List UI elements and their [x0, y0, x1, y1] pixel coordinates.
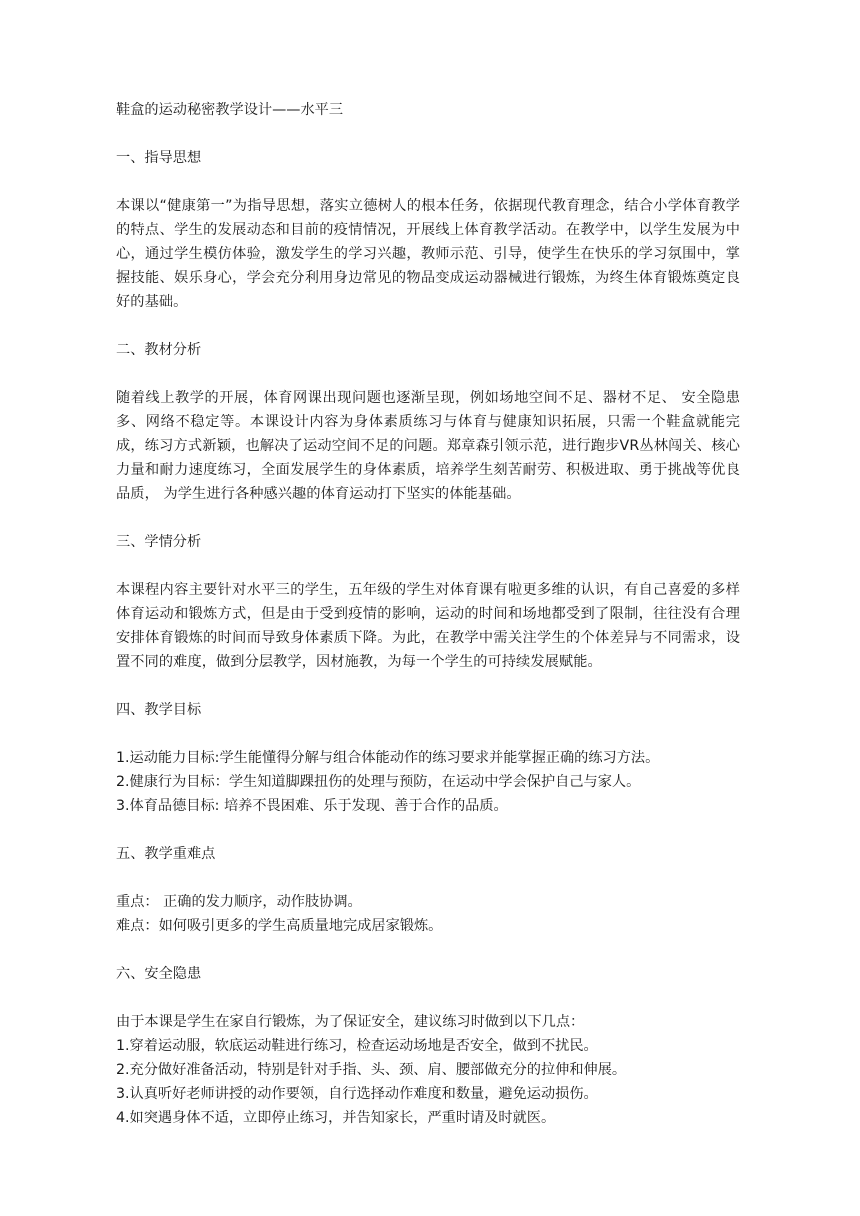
section-heading-safety: 六、安全隐患: [116, 966, 202, 982]
list-item: 2.健康行为目标：学生知道脚踝扭伤的处理与预防，在运动中学会保护自己与家人。: [116, 774, 641, 790]
list-item: 2.充分做好准备活动，特别是针对手指、头、颈、肩、腰部做充分的拉伸和伸展。: [116, 1062, 627, 1078]
document-title: 鞋盒的运动秘密教学设计——水平三: [116, 102, 344, 118]
section-heading-guiding-ideology: 一、指导思想: [116, 150, 202, 166]
section-heading-teaching-goals: 四、教学目标: [116, 702, 202, 718]
section-paragraph-student-analysis: 本课程内容主要针对水平三的学生，五年级的学生对体育课有啦更多维的认识，有自己喜爱的多样体育运动和锻炼方式，但是由于受到疫情的影响，运动的时间和场地都受到了限制，往往没有合理安排体育锻炼的时间而导致身体素质下降。为此，在教学中需关注学生的个体差异与不同需求，设置不同的难度，做到分层教学，因材施教，为每一个学生的可持续发展赋能。: [116, 582, 740, 670]
safety-list: [116, 1010, 740, 1130]
key-difficulties-list: [116, 890, 740, 938]
list-item: 3.认真听好老师讲授的动作要领，自行选择动作难度和数量，避免运动损伤。: [116, 1086, 598, 1102]
list-item: 3.体育品德目标: 培养不畏困难、乐于发现、善于合作的品质。: [116, 798, 508, 814]
section-paragraph-material-analysis: 随着线上教学的开展，体育网课出现问题也逐渐呈现，例如场地空间不足、器材不足、 安全隐患多、网络不稳定等。本课设计内容为身体素质练习与体育与健康知识拓展，只需一个鞋盒就能完成，练习方式新颖，也解决了运动空间不足的问题。郑章森引领示范，进行跑步VR丛林闯关、核心力量和耐力速度练习，全面发展学生的身体素质，培养学生刻苦耐劳、积极进取、勇于挑战等优良品质， 为学生进行各种感兴趣的体育运动打下坚实的体能基础。: [116, 390, 740, 502]
list-item: 重点： 正确的发力顺序，动作肢协调。: [116, 894, 362, 910]
teaching-goals-list: [116, 746, 740, 818]
list-item: 1.运动能力目标:学生能懂得分解与组合体能动作的练习要求并能掌握正确的练习方法。: [116, 750, 660, 766]
section-heading-key-difficulties: 五、教学重难点: [116, 846, 216, 862]
safety-intro: 由于本课是学生在家自行锻炼，为了保证安全，建议练习时做到以下几点：: [116, 1014, 585, 1030]
section-heading-student-analysis: 三、学情分析: [116, 534, 202, 550]
list-item: 4.如突遇身体不适，立即停止练习，并告知家长，严重时请及时就医。: [116, 1110, 556, 1126]
list-item: 1.穿着运动服，软底运动鞋进行练习，检查运动场地是否安全，做到不扰民。: [116, 1038, 598, 1054]
document-page: [116, 98, 740, 1130]
list-item: 难点：如何吸引更多的学生高质量地完成居家锻炼。: [116, 918, 443, 934]
section-paragraph-guiding-ideology: 本课以“健康第一”为指导思想，落实立德树人的根本任务，依据现代教育理念，结合小学体育教学的特点、学生的发展动态和目前的疫情情况，开展线上体育教学活动。在教学中，以学生发展为中心，通过学生模仿体验，激发学生的学习兴趣，教师示范、引导，使学生在快乐的学习氛围中，掌握技能、娱乐身心，学会充分利用身边常见的物品变成运动器械进行锻炼，为终生体育锻炼奠定良好的基础。: [116, 198, 740, 310]
section-heading-material-analysis: 二、教材分析: [116, 342, 202, 358]
